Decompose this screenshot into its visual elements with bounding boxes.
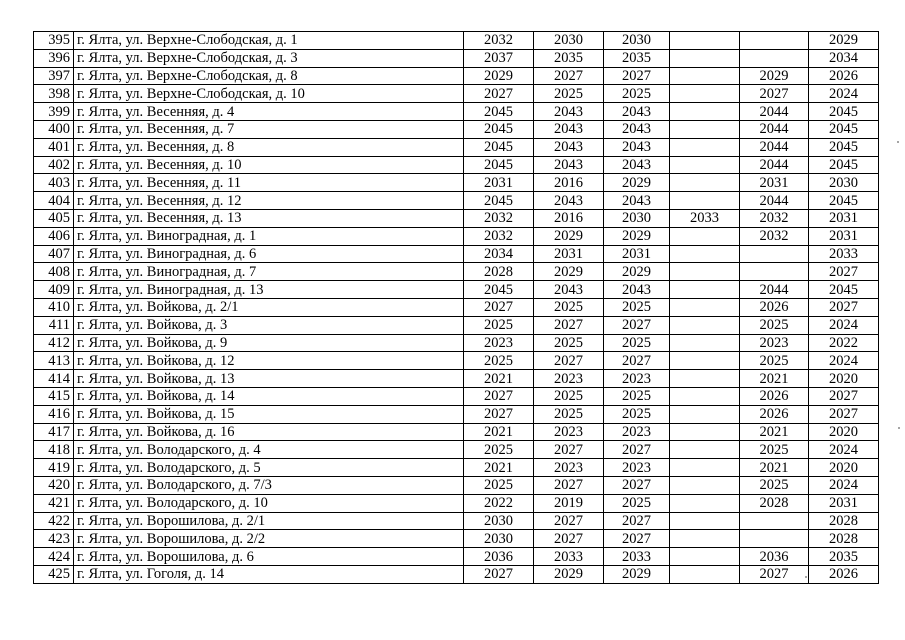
year-cell: 2045 xyxy=(809,192,879,210)
row-number: 412 xyxy=(34,334,74,352)
year-cell: 2030 xyxy=(534,32,604,50)
year-cell xyxy=(670,530,740,548)
year-cell: 2045 xyxy=(464,120,534,138)
year-cell: 2027 xyxy=(464,565,534,583)
year-cell: 2026 xyxy=(809,67,879,85)
address-cell: г. Ялта, ул. Виноградная, д. 1 xyxy=(74,227,464,245)
year-cell: 2028 xyxy=(809,512,879,530)
year-cell: 2043 xyxy=(604,103,670,121)
year-cell xyxy=(670,370,740,388)
year-cell: 2027 xyxy=(740,85,809,103)
address-cell: г. Ялта, ул. Весенняя, д. 13 xyxy=(74,209,464,227)
year-cell xyxy=(740,512,809,530)
year-cell: 2020 xyxy=(809,423,879,441)
year-cell: 2029 xyxy=(604,263,670,281)
table-row xyxy=(34,67,879,85)
year-cell: 2022 xyxy=(464,494,534,512)
year-cell: 2024 xyxy=(809,441,879,459)
year-cell: 2029 xyxy=(604,227,670,245)
year-cell xyxy=(670,120,740,138)
row-number: 406 xyxy=(34,227,74,245)
year-cell xyxy=(740,245,809,263)
address-cell: г. Ялта, ул. Володарского, д. 5 xyxy=(74,459,464,477)
year-cell xyxy=(670,49,740,67)
table-row xyxy=(34,441,879,459)
year-cell: 2031 xyxy=(534,245,604,263)
table-row xyxy=(34,192,879,210)
table-row xyxy=(34,245,879,263)
row-number: 402 xyxy=(34,156,74,174)
address-cell: г. Ялта, ул. Ворошилова, д. 6 xyxy=(74,548,464,566)
year-cell xyxy=(670,138,740,156)
year-cell: 2021 xyxy=(464,459,534,477)
year-cell xyxy=(670,32,740,50)
year-cell xyxy=(670,316,740,334)
year-cell: 2029 xyxy=(604,565,670,583)
address-cell: г. Ялта, ул. Володарского, д. 7/3 xyxy=(74,476,464,494)
address-cell: г. Ялта, ул. Весенняя, д. 4 xyxy=(74,103,464,121)
table-row xyxy=(34,405,879,423)
year-cell xyxy=(670,67,740,85)
year-cell: 2024 xyxy=(809,352,879,370)
year-cell: 2021 xyxy=(464,423,534,441)
year-cell xyxy=(670,174,740,192)
scan-speck xyxy=(805,576,807,578)
address-cell: г. Ялта, ул. Войкова, д. 12 xyxy=(74,352,464,370)
table-row xyxy=(34,494,879,512)
row-number: 405 xyxy=(34,209,74,227)
year-cell: 2023 xyxy=(604,459,670,477)
row-number: 395 xyxy=(34,32,74,50)
table-row xyxy=(34,512,879,530)
year-cell: 2043 xyxy=(604,281,670,299)
address-cell: г. Ялта, ул. Верхне-Слободская, д. 10 xyxy=(74,85,464,103)
year-cell: 2045 xyxy=(464,138,534,156)
table-row xyxy=(34,548,879,566)
address-cell: г. Ялта, ул. Войкова, д. 13 xyxy=(74,370,464,388)
year-cell: 2027 xyxy=(534,512,604,530)
row-number: 408 xyxy=(34,263,74,281)
year-cell: 2044 xyxy=(740,192,809,210)
address-cell: г. Ялта, ул. Войкова, д. 14 xyxy=(74,387,464,405)
year-cell: 2030 xyxy=(464,512,534,530)
row-number: 407 xyxy=(34,245,74,263)
scan-speck xyxy=(897,141,899,143)
repair-schedule-table xyxy=(33,31,879,584)
year-cell: 2025 xyxy=(464,441,534,459)
year-cell: 2029 xyxy=(809,32,879,50)
year-cell: 2045 xyxy=(809,281,879,299)
table-row xyxy=(34,352,879,370)
year-cell: 2027 xyxy=(604,530,670,548)
year-cell: 2029 xyxy=(740,67,809,85)
table-row xyxy=(34,530,879,548)
year-cell: 2023 xyxy=(464,334,534,352)
year-cell: 2025 xyxy=(740,316,809,334)
year-cell: 2027 xyxy=(464,405,534,423)
year-cell: 2026 xyxy=(740,387,809,405)
year-cell: 2031 xyxy=(740,174,809,192)
address-cell: г. Ялта, ул. Весенняя, д. 7 xyxy=(74,120,464,138)
year-cell: 2029 xyxy=(534,227,604,245)
year-cell: 2031 xyxy=(809,209,879,227)
table-row xyxy=(34,103,879,121)
row-number: 416 xyxy=(34,405,74,423)
year-cell xyxy=(670,512,740,530)
address-cell: г. Ялта, ул. Войкова, д. 3 xyxy=(74,316,464,334)
year-cell: 2023 xyxy=(534,370,604,388)
year-cell: 2029 xyxy=(534,263,604,281)
year-cell: 2027 xyxy=(809,405,879,423)
row-number: 425 xyxy=(34,565,74,583)
year-cell: 2037 xyxy=(464,49,534,67)
year-cell: 2026 xyxy=(740,405,809,423)
year-cell: 2016 xyxy=(534,174,604,192)
year-cell: 2025 xyxy=(534,387,604,405)
row-number: 397 xyxy=(34,67,74,85)
year-cell: 2043 xyxy=(534,120,604,138)
year-cell: 2019 xyxy=(534,494,604,512)
year-cell: 2025 xyxy=(604,405,670,423)
row-number: 422 xyxy=(34,512,74,530)
table-row xyxy=(34,138,879,156)
address-cell: г. Ялта, ул. Весенняя, д. 8 xyxy=(74,138,464,156)
address-cell: г. Ялта, ул. Ворошилова, д. 2/1 xyxy=(74,512,464,530)
year-cell: 2020 xyxy=(809,459,879,477)
year-cell: 2027 xyxy=(464,85,534,103)
year-cell: 2029 xyxy=(464,67,534,85)
year-cell: 2027 xyxy=(740,565,809,583)
year-cell: 2043 xyxy=(604,120,670,138)
year-cell: 2029 xyxy=(604,174,670,192)
year-cell: 2023 xyxy=(604,370,670,388)
year-cell: 2027 xyxy=(604,316,670,334)
year-cell: 2021 xyxy=(740,459,809,477)
year-cell: 2045 xyxy=(809,156,879,174)
year-cell: 2025 xyxy=(604,298,670,316)
year-cell: 2045 xyxy=(464,281,534,299)
year-cell: 2025 xyxy=(604,494,670,512)
table-row xyxy=(34,120,879,138)
year-cell: 2025 xyxy=(604,85,670,103)
address-cell: г. Ялта, ул. Виноградная, д. 7 xyxy=(74,263,464,281)
year-cell: 2034 xyxy=(464,245,534,263)
year-cell: 2043 xyxy=(534,192,604,210)
year-cell: 2027 xyxy=(809,263,879,281)
year-cell: 2030 xyxy=(464,530,534,548)
table-row xyxy=(34,263,879,281)
year-cell xyxy=(670,298,740,316)
row-number: 411 xyxy=(34,316,74,334)
scan-speck xyxy=(898,427,900,429)
address-cell: г. Ялта, ул. Верхне-Слободская, д. 8 xyxy=(74,67,464,85)
year-cell: 2044 xyxy=(740,156,809,174)
year-cell xyxy=(740,530,809,548)
year-cell: 2028 xyxy=(740,494,809,512)
row-number: 403 xyxy=(34,174,74,192)
year-cell xyxy=(740,49,809,67)
table-row xyxy=(34,281,879,299)
year-cell xyxy=(670,103,740,121)
year-cell: 2021 xyxy=(740,370,809,388)
table-row xyxy=(34,85,879,103)
year-cell: 2027 xyxy=(534,476,604,494)
year-cell: 2027 xyxy=(534,67,604,85)
year-cell: 2028 xyxy=(464,263,534,281)
year-cell: 2021 xyxy=(464,370,534,388)
year-cell: 2031 xyxy=(604,245,670,263)
year-cell xyxy=(670,387,740,405)
address-cell: г. Ялта, ул. Гоголя, д. 14 xyxy=(74,565,464,583)
row-number: 398 xyxy=(34,85,74,103)
address-cell: г. Ялта, ул. Весенняя, д. 10 xyxy=(74,156,464,174)
year-cell xyxy=(670,565,740,583)
year-cell: 2025 xyxy=(464,476,534,494)
row-number: 409 xyxy=(34,281,74,299)
year-cell xyxy=(670,192,740,210)
year-cell: 2027 xyxy=(534,352,604,370)
year-cell: 2032 xyxy=(740,209,809,227)
table-row xyxy=(34,423,879,441)
year-cell: 2025 xyxy=(534,85,604,103)
year-cell xyxy=(670,281,740,299)
table-body xyxy=(34,32,879,584)
table-row xyxy=(34,387,879,405)
table-row xyxy=(34,227,879,245)
year-cell: 2025 xyxy=(464,352,534,370)
table-row xyxy=(34,565,879,583)
year-cell: 2027 xyxy=(809,298,879,316)
year-cell: 2036 xyxy=(464,548,534,566)
address-cell: г. Ялта, ул. Виноградная, д. 6 xyxy=(74,245,464,263)
year-cell xyxy=(670,85,740,103)
year-cell: 2024 xyxy=(809,85,879,103)
row-number: 418 xyxy=(34,441,74,459)
year-cell: 2022 xyxy=(809,334,879,352)
year-cell: 2027 xyxy=(464,387,534,405)
year-cell: 2025 xyxy=(464,316,534,334)
address-cell: г. Ялта, ул. Володарского, д. 4 xyxy=(74,441,464,459)
table-row xyxy=(34,49,879,67)
year-cell: 2024 xyxy=(809,316,879,334)
year-cell: 2023 xyxy=(604,423,670,441)
year-cell xyxy=(670,548,740,566)
year-cell: 2032 xyxy=(464,227,534,245)
year-cell: 2035 xyxy=(809,548,879,566)
year-cell: 2043 xyxy=(604,192,670,210)
table-row xyxy=(34,298,879,316)
year-cell: 2044 xyxy=(740,138,809,156)
address-cell: г. Ялта, ул. Володарского, д. 10 xyxy=(74,494,464,512)
table-row xyxy=(34,476,879,494)
year-cell: 2026 xyxy=(809,565,879,583)
row-number: 396 xyxy=(34,49,74,67)
year-cell: 2036 xyxy=(740,548,809,566)
year-cell: 2045 xyxy=(809,103,879,121)
year-cell: 2031 xyxy=(809,494,879,512)
year-cell: 2043 xyxy=(534,103,604,121)
year-cell xyxy=(670,459,740,477)
year-cell: 2025 xyxy=(604,387,670,405)
year-cell: 2033 xyxy=(670,209,740,227)
row-number: 415 xyxy=(34,387,74,405)
row-number: 424 xyxy=(34,548,74,566)
address-cell: г. Ялта, ул. Виноградная, д. 13 xyxy=(74,281,464,299)
year-cell xyxy=(740,32,809,50)
year-cell: 2027 xyxy=(464,298,534,316)
table-row xyxy=(34,174,879,192)
table-row xyxy=(34,32,879,50)
year-cell: 2030 xyxy=(604,32,670,50)
year-cell: 2031 xyxy=(464,174,534,192)
address-cell: г. Ялта, ул. Войкова, д. 9 xyxy=(74,334,464,352)
year-cell xyxy=(670,227,740,245)
year-cell: 2045 xyxy=(809,138,879,156)
year-cell: 2045 xyxy=(464,103,534,121)
year-cell: 2027 xyxy=(604,352,670,370)
year-cell: 2033 xyxy=(534,548,604,566)
row-number: 410 xyxy=(34,298,74,316)
row-number: 419 xyxy=(34,459,74,477)
year-cell: 2020 xyxy=(809,370,879,388)
year-cell: 2027 xyxy=(534,316,604,334)
year-cell: 2025 xyxy=(534,298,604,316)
year-cell: 2034 xyxy=(809,49,879,67)
year-cell: 2021 xyxy=(740,423,809,441)
year-cell: 2024 xyxy=(809,476,879,494)
year-cell xyxy=(670,245,740,263)
row-number: 404 xyxy=(34,192,74,210)
year-cell: 2032 xyxy=(464,32,534,50)
year-cell: 2044 xyxy=(740,281,809,299)
year-cell: 2044 xyxy=(740,120,809,138)
year-cell xyxy=(670,352,740,370)
year-cell: 2033 xyxy=(604,548,670,566)
year-cell: 2023 xyxy=(740,334,809,352)
year-cell: 2043 xyxy=(534,156,604,174)
year-cell: 2025 xyxy=(740,476,809,494)
year-cell: 2027 xyxy=(534,441,604,459)
year-cell: 2025 xyxy=(534,334,604,352)
table-row xyxy=(34,156,879,174)
year-cell: 2027 xyxy=(604,67,670,85)
address-cell: г. Ялта, ул. Войкова, д. 15 xyxy=(74,405,464,423)
row-number: 423 xyxy=(34,530,74,548)
year-cell xyxy=(670,405,740,423)
row-number: 401 xyxy=(34,138,74,156)
address-cell: г. Ялта, ул. Ворошилова, д. 2/2 xyxy=(74,530,464,548)
address-cell: г. Ялта, ул. Весенняя, д. 12 xyxy=(74,192,464,210)
year-cell: 2032 xyxy=(464,209,534,227)
row-number: 414 xyxy=(34,370,74,388)
row-number: 420 xyxy=(34,476,74,494)
year-cell: 2033 xyxy=(809,245,879,263)
year-cell: 2027 xyxy=(604,476,670,494)
year-cell: 2044 xyxy=(740,103,809,121)
year-cell xyxy=(670,334,740,352)
year-cell: 2045 xyxy=(809,120,879,138)
year-cell: 2035 xyxy=(534,49,604,67)
row-number: 413 xyxy=(34,352,74,370)
row-number: 417 xyxy=(34,423,74,441)
year-cell: 2025 xyxy=(604,334,670,352)
year-cell: 2043 xyxy=(604,138,670,156)
year-cell: 2031 xyxy=(809,227,879,245)
year-cell: 2026 xyxy=(740,298,809,316)
year-cell xyxy=(670,476,740,494)
year-cell: 2035 xyxy=(604,49,670,67)
year-cell xyxy=(670,423,740,441)
year-cell: 2027 xyxy=(604,512,670,530)
year-cell: 2045 xyxy=(464,192,534,210)
year-cell xyxy=(670,156,740,174)
year-cell: 2045 xyxy=(464,156,534,174)
address-cell: г. Ялта, ул. Весенняя, д. 11 xyxy=(74,174,464,192)
year-cell: 2032 xyxy=(740,227,809,245)
year-cell xyxy=(670,494,740,512)
table-row xyxy=(34,316,879,334)
table-row xyxy=(34,334,879,352)
year-cell: 2043 xyxy=(604,156,670,174)
row-number: 421 xyxy=(34,494,74,512)
year-cell: 2030 xyxy=(604,209,670,227)
table-row xyxy=(34,370,879,388)
year-cell: 2027 xyxy=(534,530,604,548)
year-cell: 2030 xyxy=(809,174,879,192)
row-number: 399 xyxy=(34,103,74,121)
address-cell: г. Ялта, ул. Войкова, д. 16 xyxy=(74,423,464,441)
address-cell: г. Ялта, ул. Войкова, д. 2/1 xyxy=(74,298,464,316)
year-cell: 2025 xyxy=(534,405,604,423)
year-cell: 2023 xyxy=(534,423,604,441)
year-cell: 2043 xyxy=(534,138,604,156)
year-cell: 2043 xyxy=(534,281,604,299)
year-cell xyxy=(740,263,809,281)
table-row xyxy=(34,459,879,477)
address-cell: г. Ялта, ул. Верхне-Слободская, д. 1 xyxy=(74,32,464,50)
year-cell xyxy=(670,441,740,459)
year-cell: 2025 xyxy=(740,441,809,459)
year-cell: 2029 xyxy=(534,565,604,583)
year-cell xyxy=(670,263,740,281)
year-cell: 2023 xyxy=(534,459,604,477)
year-cell: 2027 xyxy=(604,441,670,459)
row-number: 400 xyxy=(34,120,74,138)
table-row xyxy=(34,209,879,227)
year-cell: 2025 xyxy=(740,352,809,370)
year-cell: 2027 xyxy=(809,387,879,405)
year-cell: 2028 xyxy=(809,530,879,548)
year-cell: 2016 xyxy=(534,209,604,227)
address-cell: г. Ялта, ул. Верхне-Слободская, д. 3 xyxy=(74,49,464,67)
